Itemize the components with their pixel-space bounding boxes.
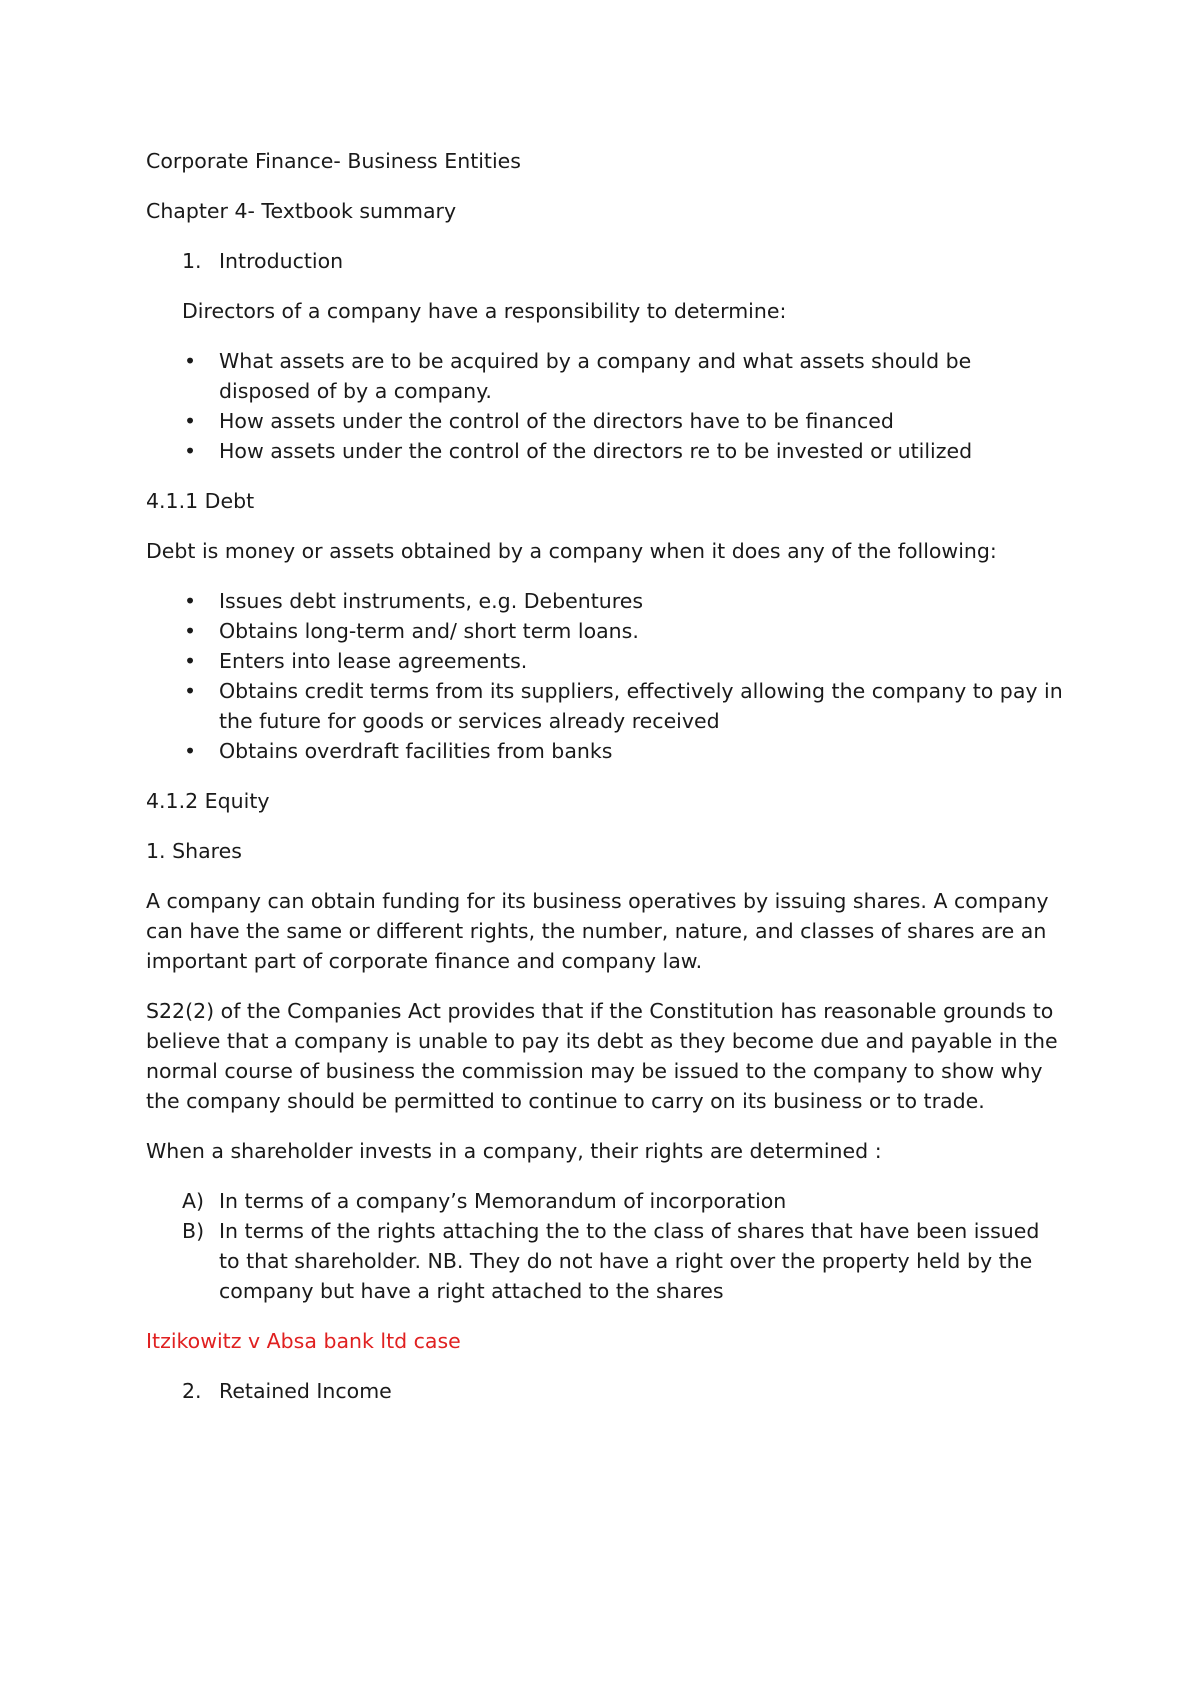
document-page [146,146,1066,1426]
list-item: • Obtains long-term and/ short term loans. [146,616,1066,646]
debt-bullet-list [146,586,1066,766]
section-heading-text: Introduction [219,249,344,273]
bullet-icon: • [184,619,197,643]
shareholder-rights-list [146,1186,1066,1306]
intro-bullet-list [146,346,1066,466]
section-heading-equity: 4.1.2 Equity [146,789,270,813]
section-heading-introduction [146,246,1066,276]
list-letter: A) [182,1189,205,1213]
shares-paragraph-1: A company can obtain funding for its business operatives by issuing shares. A company can have the same or different rights, the number, nature, and classes of shares are an important part of corporate finance and company law. [146,889,1049,973]
bullet-icon: • [184,649,197,673]
debt-text: Debt is money or assets obtained by a company when it does any of the following: [146,539,997,563]
list-item: • Enters into lease agreements. [146,646,1066,676]
bullet-icon: • [184,409,197,433]
list-item: • Obtains overdraft facilities from banks [146,736,1066,766]
shareholder-text: When a shareholder invests in a company, their rights are determined : [146,1139,882,1163]
subsection-heading-shares: 1. Shares [146,839,242,863]
bullet-icon: • [184,349,197,373]
case-reference: Itzikowitz v Absa bank ltd case [146,1329,461,1353]
list-item: • Issues debt instruments, e.g. Debentures [146,586,1066,616]
bullet-icon: • [184,679,197,703]
section-heading-debt: 4.1.1 Debt [146,489,255,513]
list-item: B) In terms of the rights attaching the to the class of shares that have been issued to that shareholder. NB. They do not have a right over the property held by the company but have a right attached to the shares [146,1216,1066,1306]
section-heading-text: Retained Income [219,1379,392,1403]
intro-text: Directors of a company have a responsibility to determine: [182,299,787,323]
list-item: A) In terms of a company’s Memorandum of incorporation [146,1186,1066,1216]
list-item: • How assets under the control of the directors have to be financed [146,406,1066,436]
section-number: 1. [182,249,202,273]
section-heading-retained-income [146,1376,1066,1406]
shares-paragraph-2: S22(2) of the Companies Act provides that if the Constitution has reasonable grounds to believe that a company is unable to pay its debt as they become due and payable in the normal course of business the commission may be issued to the company to show why the company should be permitted to continue to carry on its business or to trade. [146,999,1058,1113]
section-number: 2. [182,1379,202,1403]
bullet-icon: • [184,589,197,613]
list-item: • What assets are to be acquired by a company and what assets should be disposed of by a company. [146,346,1066,406]
document-title: Corporate Finance- Business Entities [146,149,521,173]
list-letter: B) [182,1219,205,1243]
bullet-icon: • [184,739,197,763]
list-item: • Obtains credit terms from its suppliers, effectively allowing the company to pay in the future for goods or services already received [146,676,1066,736]
list-item: • How assets under the control of the directors re to be invested or utilized [146,436,1066,466]
bullet-icon: • [184,439,197,463]
document-subtitle: Chapter 4- Textbook summary [146,199,457,223]
